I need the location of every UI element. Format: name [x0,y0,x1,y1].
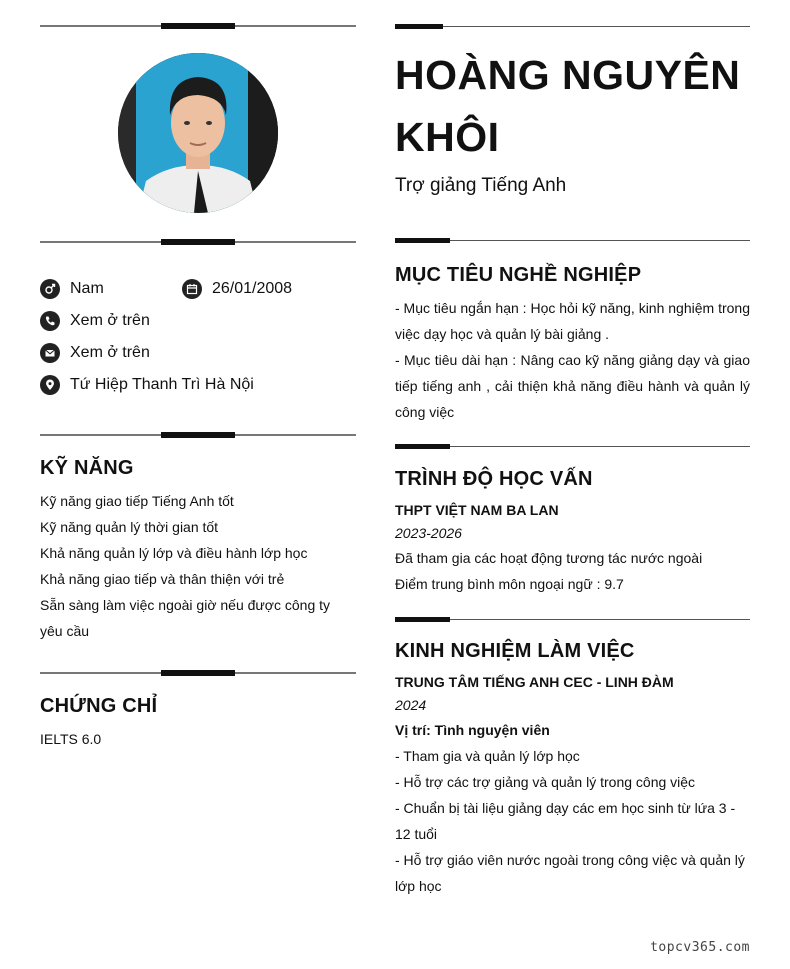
objective-long-term: - Mục tiêu dài hạn : Nâng cao kỹ năng giảng dạy và giao tiếp tiếng anh , cải thiện khả năng điều hành và quản lý công việc [395,352,750,420]
mail-icon [40,343,60,363]
gender-icon [40,279,60,299]
education-school: THPT VIỆT NAM BA LAN [395,502,559,518]
avatar [118,53,278,213]
phone-item [40,311,150,331]
address-item [40,375,254,395]
skill-item: Khả năng giao tiếp và thân thiện với trẻ [40,571,285,587]
divider [395,615,750,625]
experience-task: - Hỗ trợ các trợ giảng và quản lý trong công việc [395,774,696,790]
objective-short-term: - Mục tiêu ngắn hạn : Học hỏi kỹ năng, kinh nghiệm trong việc dạy học và quản lý bài giảng . [395,300,750,342]
gender-item [40,279,104,299]
calendar-icon [182,279,202,299]
divider [395,22,750,32]
job-title: Trợ giảng Tiếng Anh [395,175,567,196]
experience-position: Vị trí: Tình nguyện viên [395,722,550,738]
avatar-photo [118,53,278,213]
education-title: TRÌNH ĐỘ HỌC VẤN [395,468,593,490]
skill-item: Sẵn sàng làm việc ngoài giờ nếu được công ty yêu cầu [40,597,331,639]
divider [40,21,356,31]
experience-company: TRUNG TÂM TIẾNG ANH CEC - LINH ĐÀM [395,674,674,690]
dob-value: 26/01/2008 [212,280,293,297]
skill-item: Khả năng quản lý lớp và điều hành lớp học [40,545,308,561]
education-period: 2023-2026 [395,525,462,541]
gender-value: Nam [70,280,104,297]
phone-icon [40,311,60,331]
footer-site: topcv365.com [650,940,750,955]
skills-title: KỸ NĂNG [40,457,134,479]
divider [395,442,750,452]
email-item [40,343,150,363]
objective-title: MỤC TIÊU NGHỀ NGHIỆP [395,264,642,286]
experience-title: KINH NGHIỆM LÀM VIỆC [395,640,635,662]
location-pin-icon [40,375,60,395]
divider [40,668,356,678]
certificate-item: IELTS 6.0 [40,731,102,747]
education-detail: Đã tham gia các hoạt động tương tác nước ngoài [395,550,703,566]
education-detail: Điểm trung bình môn ngoại ngữ : 9.7 [395,576,624,592]
candidate-name: HOÀNG NGUYÊN KHÔI [395,52,741,160]
email-value: Xem ở trên [70,344,150,361]
experience-year: 2024 [395,697,427,713]
skills-list [40,488,356,644]
experience-task: - Chuẩn bị tài liệu giảng dạy các em học sinh từ lứa 3 - 12 tuổi [395,800,736,842]
divider [40,237,356,247]
skill-item: Kỹ năng giao tiếp Tiếng Anh tốt [40,493,234,509]
phone-value: Xem ở trên [70,312,150,329]
certificates-title: CHỨNG CHỈ [40,695,158,717]
certificates-list [40,726,101,752]
divider [40,430,356,440]
divider [395,236,750,246]
dob-item [182,279,292,299]
experience-task: - Hỗ trợ giáo viên nước ngoài trong công việc và quản lý lớp học [395,852,745,894]
skill-item: Kỹ năng quản lý thời gian tốt [40,519,219,535]
address-value: Tứ Hiệp Thanh Trì Hà Nội [70,376,254,393]
experience-task: - Tham gia và quản lý lớp học [395,748,580,764]
